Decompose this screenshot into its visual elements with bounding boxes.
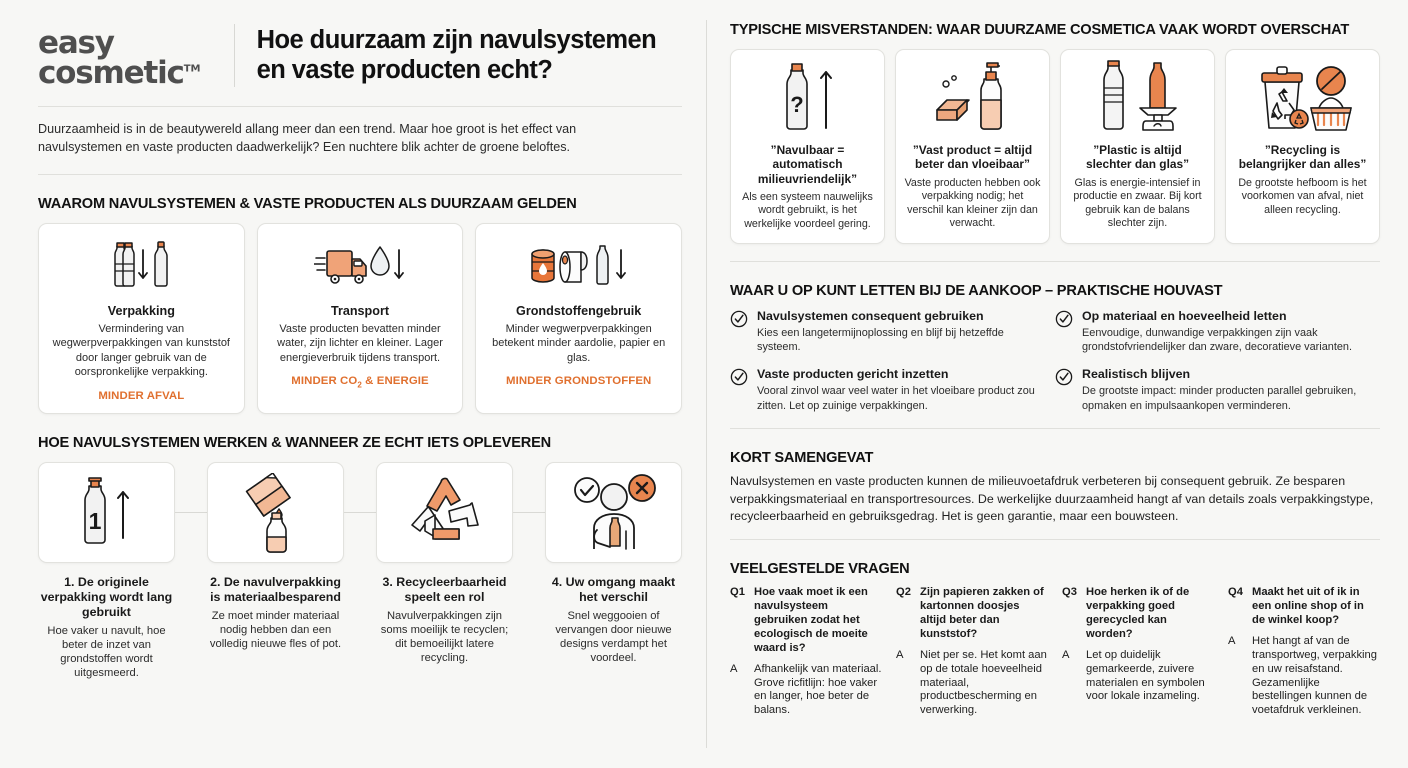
steps-row xyxy=(38,462,682,563)
summary-section-title: KORT SAMENGEVAT xyxy=(730,450,874,467)
step-connector xyxy=(513,512,545,513)
check-item-3 xyxy=(730,367,1055,413)
svg-text:1: 1 xyxy=(88,507,101,534)
person-check-cross-icon xyxy=(566,473,662,553)
myth-title: ”Plastic is altijd slechter dan glas” xyxy=(1085,143,1190,172)
faq-answer-text: Niet per se. Het komt aan op de totale hoeveelheid materiaal, productbescherming en verwerking. xyxy=(920,648,1047,717)
soap-bar-pump-bottle-icon xyxy=(904,60,1041,134)
step-connector xyxy=(175,512,207,513)
reason-tag-text: MINDER GRONDSTOFFEN xyxy=(506,375,652,388)
barrel-paper-glass-icon xyxy=(486,236,671,296)
reason-card-transport xyxy=(257,223,464,415)
reason-tag xyxy=(486,375,671,387)
check-circle-icon xyxy=(730,368,748,413)
myth-card-1 xyxy=(730,49,885,244)
steps-section-title: HOE NAVULSYSTEMEN WERKEN & WANNEER ZE ECHT IETS OPLEVEREN xyxy=(38,435,551,451)
myth-text: De grootste hefboom is het voorkomen van afval, niet alleen recycling. xyxy=(1238,176,1367,216)
pouch-pour-bottle-icon xyxy=(236,473,316,553)
step-text: Navulverpakkingen zijn soms moeilijk te recyclen; dit bemoeilijkt latere recycling. xyxy=(380,609,509,665)
step-connector xyxy=(344,512,376,513)
reason-card-verpakking xyxy=(38,223,245,415)
check-circle-icon xyxy=(1055,310,1073,355)
myth-card-4 xyxy=(1225,49,1380,244)
myth-title: ”Vast product = altijd beter dan vloeibaar” xyxy=(912,143,1033,172)
faq-answer-line xyxy=(896,649,1048,718)
faq-answer-marker: A xyxy=(1228,634,1236,647)
summary-text: Navulsystemen en vaste producten kunnen de milieuvoetafdruk verbeteren bij consequent gebruik. Ze besparen verpakkingsmateriaal en transportresources. De werkelijke duurzaamheid hangt af van details zoals verpakkingstype, recycleerbaarheid en gebruiksgedrag. Het is geen garantie, maar een bouwsteen. xyxy=(730,474,1374,523)
reason-tag-text: MINDER AFVAL xyxy=(98,390,185,402)
faq-answer-line xyxy=(1062,649,1214,705)
reason-tag-text: MINDER CO xyxy=(291,375,358,388)
step-title: 2. De navulverpakking is materiaalbesparend xyxy=(210,575,341,604)
step-card-4 xyxy=(545,462,682,563)
myth-card-3 xyxy=(1060,49,1215,244)
faq-question-text: Maakt het uit of ik in een online shop of in de winkel koop? xyxy=(1252,586,1364,626)
myth-text: Glas is energie-intensief in productie en zwaar. Bij kort gebruik kan de balans slechter zijn. xyxy=(1073,176,1202,230)
reason-tag-suffix: & ENERGIE xyxy=(361,375,429,388)
checks-rule xyxy=(730,428,1380,429)
recycling-arrows-icon xyxy=(402,473,488,553)
bottles-down-arrow-icon xyxy=(49,236,234,296)
check-title: Vaste producten gericht inzetten xyxy=(757,367,949,382)
myth-title: ”Recycling is belangrijker dan alles” xyxy=(1238,143,1367,172)
reason-title: Grondstoffengebruik xyxy=(516,303,642,318)
step-text: Ze moet minder materiaal nodig hebben dan een volledig nieuwe fles of pot. xyxy=(209,609,342,650)
bin-recycle-basket-icon xyxy=(1234,60,1371,134)
faq-answer-line xyxy=(730,663,882,719)
faq-answer-text: Let op duidelijk gemarkeerde, zuivere materialen en symbolen voor lokale inzameling. xyxy=(1086,648,1205,703)
myths-row xyxy=(730,49,1380,244)
bottle-one-uparrow-icon xyxy=(71,474,143,552)
step-label-gap xyxy=(513,575,545,680)
reason-card-grondstoffen xyxy=(475,223,682,415)
faq-question-line xyxy=(1228,586,1380,628)
check-item-2 xyxy=(1055,309,1380,355)
faq-question-marker: Q2 xyxy=(896,586,911,599)
myth-text: Vaste producten hebben ook verpakking nodig; het verschil kan kleiner zijn dan verwacht. xyxy=(904,176,1041,230)
step-label-3 xyxy=(376,575,513,680)
bottle-question-arrow-icon xyxy=(739,60,876,134)
checklist xyxy=(730,309,1380,427)
trademark-symbol: TM xyxy=(183,64,201,76)
myth-title: ”Navulbaar = automatisch milieuvriendelijk” xyxy=(757,143,858,186)
faq-question-text: Zijn papieren zakken of kartonnen doosjes altijd beter dan kunststof? xyxy=(920,586,1044,640)
step-labels-row xyxy=(38,575,682,680)
brand-logo-line2 xyxy=(38,55,201,92)
step-card-1 xyxy=(38,462,175,563)
check-title: Realistisch blijven xyxy=(1082,367,1191,382)
check-body xyxy=(757,309,1041,355)
reason-title: Transport xyxy=(330,303,390,318)
brand-logo-word: cosmetic xyxy=(38,55,184,92)
plastic-bottle-glass-scale-icon xyxy=(1069,60,1206,134)
reason-tag xyxy=(49,390,234,402)
step-card-2 xyxy=(207,462,344,563)
faq-answer-line xyxy=(1228,635,1380,718)
faq-item-3 xyxy=(1062,586,1214,718)
myth-card-2 xyxy=(895,49,1050,244)
brand-logo xyxy=(38,22,234,92)
truck-droplet-arrow-icon xyxy=(268,236,453,296)
check-title: Op materiaal en hoeveelheid letten xyxy=(1082,308,1287,323)
faq-question-marker: Q4 xyxy=(1228,586,1243,599)
intro-paragraph: Duurzaamheid is in de beautywereld allang meer dan een trend. Maar hoe groot is het effect van navulsystemen en vaste producten daadwerkelijk? Een nuchtere blik achter de groene beloftes. xyxy=(38,121,577,154)
check-text: De grootste impact: minder producten parallel gebruiken, opmaken en impulsaankopen verminderen. xyxy=(1082,385,1357,412)
faq-question-line xyxy=(730,586,882,655)
faq-section-title: VEELGESTELDE VRAGEN xyxy=(730,561,910,578)
step-title: 3. Recycleerbaarheid speelt een rol xyxy=(382,575,507,604)
step-label-gap xyxy=(344,575,376,680)
faq-question-text: Hoe herken ik of de verpakking goed gerecycled kan worden? xyxy=(1086,586,1190,640)
reasons-section-title: WAAROM NAVULSYSTEMEN & VASTE PRODUCTEN ALS DUURZAAM GELDEN xyxy=(38,195,577,212)
check-text: Vooral zinvol waar veel water in het vloeibare product zou zitten. Let op zuinige verpakkingen. xyxy=(757,385,1035,412)
faq-row xyxy=(730,586,1380,718)
check-body xyxy=(1082,367,1366,413)
myths-section-title: TYPISCHE MISVERSTANDEN: WAAR DUURZAME COSMETICA VAAK WORDT OVERSCHAT xyxy=(730,22,1350,38)
faq-item-4 xyxy=(1228,586,1380,718)
check-body xyxy=(757,367,1041,413)
step-text: Snel weggooien of vervangen door nieuwe designs verdampt het voordeel. xyxy=(555,609,672,665)
faq-answer-marker: A xyxy=(896,648,904,661)
faq-question-line xyxy=(896,586,1048,642)
check-item-1 xyxy=(730,309,1055,355)
reason-tag xyxy=(268,375,453,389)
faq-answer-marker: A xyxy=(730,662,738,675)
check-text: Kies een langetermijnoplossing en blijf bij hetzeffde systeem. xyxy=(757,326,1004,353)
svg-text:?: ? xyxy=(789,92,804,117)
masthead-divider xyxy=(234,24,235,87)
checks-section-title: WAAR U OP KUNT LETTEN BIJ DE AANKOOP – PRAKTISCHE HOUVAST xyxy=(730,282,1223,299)
step-text: Hoe vaker u navult, hoe beter de inzet van grondstoffen wordt uitgesmeerd. xyxy=(47,624,166,679)
page-title: Hoe duurzaam zijn navulsystemen en vaste producten echt? xyxy=(256,26,657,84)
reason-text: Vaste producten bevatten minder water, zijn lichter en kleiner. Lager energieverbruik tijdens transport. xyxy=(277,322,443,364)
faq-answer-marker: A xyxy=(1062,648,1070,661)
step-label-gap xyxy=(175,575,207,680)
myths-rule xyxy=(730,261,1380,262)
check-text: Eenvoudige, dunwandige verpakkingen zijn vaak grondstofvriendelijker dan zware, decoratieve varianten. xyxy=(1082,326,1352,353)
step-label-4 xyxy=(545,575,682,680)
reasons-row xyxy=(38,223,682,415)
faq-item-1 xyxy=(730,586,882,718)
faq-answer-text: Het hangt af van de transportweg, verpakking en uw reisafstand. Gezamenlijke bestellingen kunnen de voetafdruk verkleinen. xyxy=(1252,634,1377,717)
right-column xyxy=(706,0,1408,768)
step-card-3 xyxy=(376,462,513,563)
faq-question-line xyxy=(1062,586,1214,642)
summary-section xyxy=(730,450,1380,525)
faq-question-text: Hoe vaak moet ik een navulsysteem gebruiken zodat het ecologisch de moeite waard is? xyxy=(754,586,868,654)
check-body xyxy=(1082,309,1366,355)
check-circle-icon xyxy=(730,310,748,355)
myth-text: Als een systeem nauwelijks wordt gebruikt, is het werkelijke voordeel gering. xyxy=(742,190,873,230)
reason-text: Vermindering van wegwerpverpakkingen van kunststof door langer gebruik van de oorspronkelijke verpakking. xyxy=(52,322,230,379)
brand-logo-line1: easy xyxy=(38,25,114,61)
check-title: Navulsystemen consequent gebruiken xyxy=(757,308,984,323)
step-title: 1. De originele verpakking wordt lang gebruikt xyxy=(40,575,173,619)
intro-rule xyxy=(38,174,682,175)
step-title: 4. Uw omgang maakt het verschil xyxy=(551,575,676,604)
header-rule xyxy=(38,106,682,107)
faq-item-2 xyxy=(896,586,1048,718)
reason-tag-subscript: 2 xyxy=(357,380,362,390)
step-label-2 xyxy=(207,575,344,680)
faq-answer-text: Afhankelijk van materiaal. Grove ricfitlijn: hoe vaker en langer, hoe beter de balans. xyxy=(754,662,882,717)
summary-rule xyxy=(730,539,1380,540)
masthead xyxy=(38,22,682,92)
step-label-1 xyxy=(38,575,175,680)
reason-title: Verpakking xyxy=(107,303,175,318)
check-item-4 xyxy=(1055,367,1380,413)
reason-text: Minder wegwerpverpakkingen betekent minder aardolie, papier en glas. xyxy=(492,322,666,364)
faq-question-marker: Q1 xyxy=(730,586,745,599)
faq-question-marker: Q3 xyxy=(1062,586,1077,599)
check-circle-icon xyxy=(1055,368,1073,413)
